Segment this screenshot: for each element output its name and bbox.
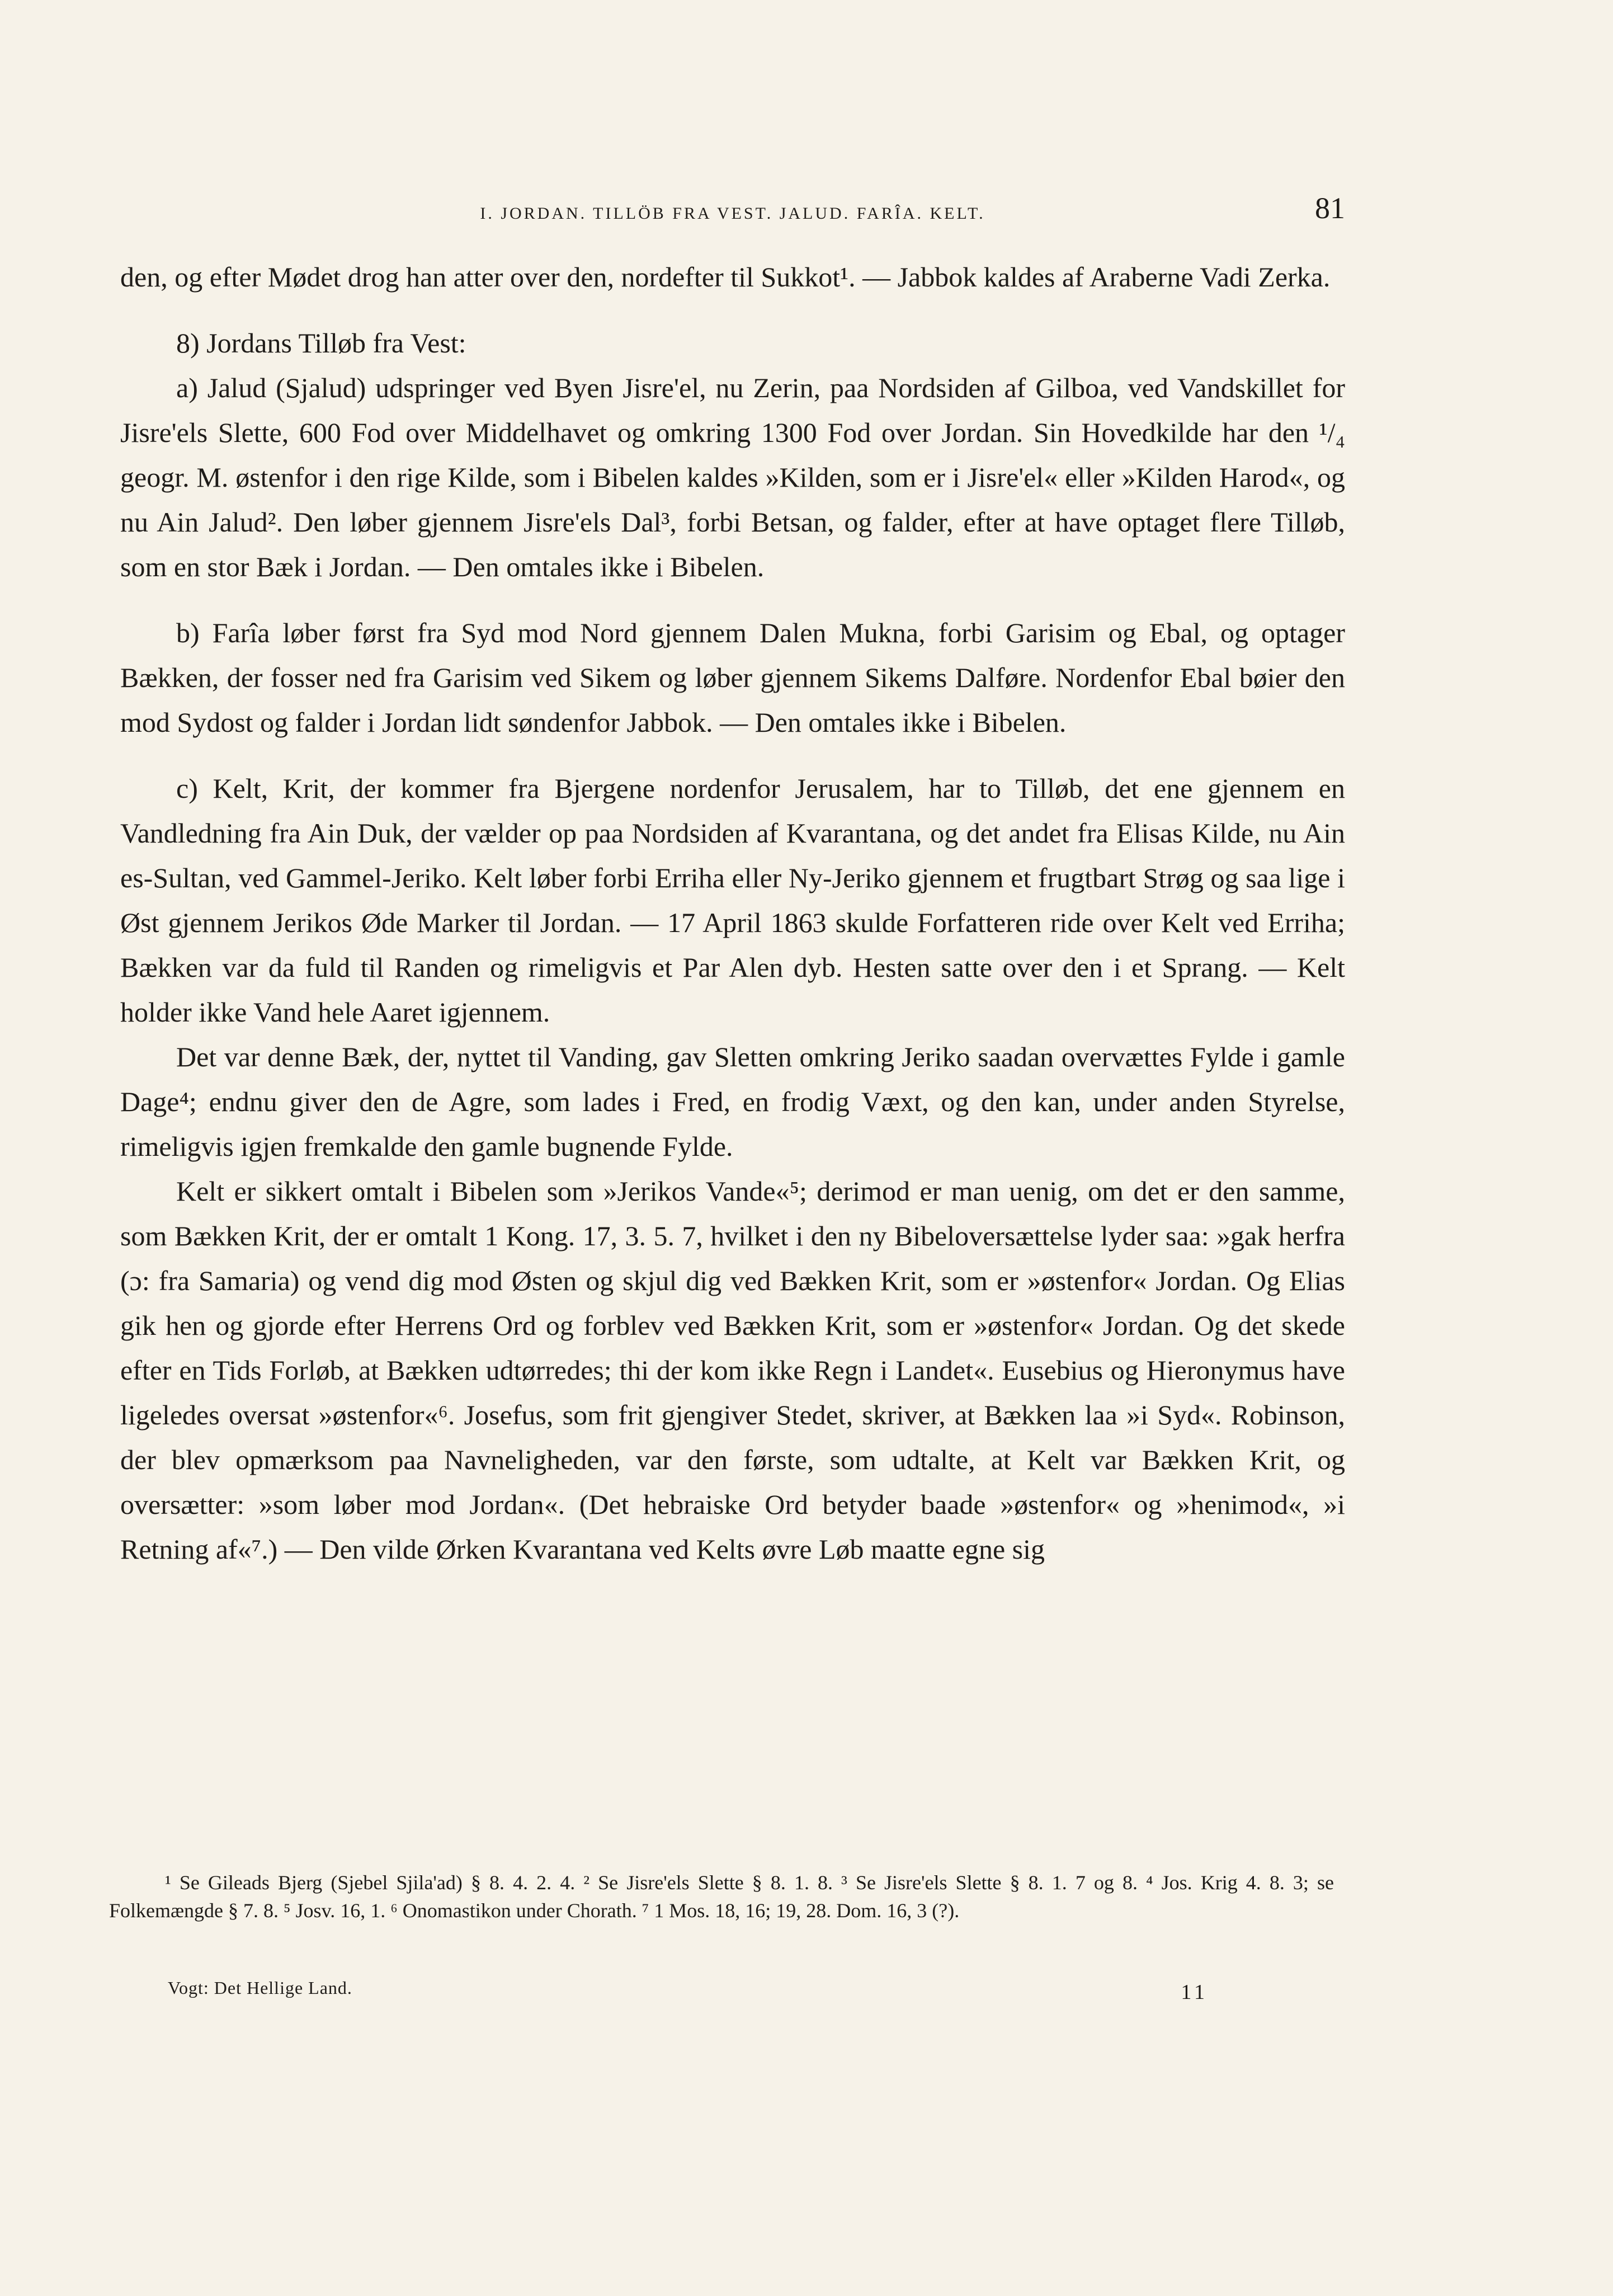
paragraph-jalud: a) Jalud (Sjalud) udspringer ved Byen Jisre'el, nu Zerin, paa Nordsiden af Gilboa, ved Vandskillet for Jisre'els Slette, 600 Fod over Middelhavet og omkring 1300 Fod over Jordan. Sin Hovedkilde har den ¹/₄ geogr. M. østenfor i den rige Kilde, som i Bibelen kaldes »Kilden, som er i Jisre'el« eller »Kilden Harod«, og nu Ain Jalud². Den løber gjennem Jisre'els Dal³, forbi Betsan, og falder, efter at have optaget flere Tilløb, som en stor Bæk i Jordan. — Den omtales ikke i Bibelen. — [120, 372, 1345, 582]
paragraph-vanding: Det var denne Bæk, der, nyttet til Vanding, gav Sletten omkring Jeriko saadan overvættes Fylde i gamle Dage⁴; endnu giver den de Agre, som lades i Fred, en frodig Væxt, og den kan, under anden Styrelse, rimeligvis igjen fremkalde den gamle bugnende Fylde. — [120, 1041, 1345, 1162]
page-footer — [168, 1978, 1337, 2006]
signature-mark: 11 — [1181, 1980, 1208, 2004]
paragraph-faria: b) Farîa løber først fra Syd mod Nord gjennem Dalen Mukna, forbi Garisim og Ebal, og optager Bækken, der fosser ned fra Garisim ved Sikem og løber gjennem Sikems Dalføre. Nordenfor Ebal bøier den mod Sydost og falder i Jordan lidt søndenfor Jabbok. — Den omtales ikke i Bibelen. — [120, 617, 1345, 738]
running-title: I. JORDAN. TILLÖB FRA VEST. JALUD. FARÎA. KELT. — [480, 204, 985, 223]
running-head — [120, 187, 1345, 232]
paragraph-kelt: c) Kelt, Krit, der kommer fra Bjergene nordenfor Jerusalem, har to Tilløb, det ene gjennem en Vandledning fra Ain Duk, der vælder op paa Nordsiden af Kvarantana, og det andet fra Elisas Kilde, nu Ain es-Sultan, ved Gammel-Jeriko. Kelt løber forbi Erriha eller Ny-Jeriko gjennem et frugtbart Strøg og saa lige i Øst gjennem Jerikos Øde Marker til Jordan. — 17 April 1863 skulde Forfatteren ride over Kelt ved Erriha; Bækken var da fuld til Randen og rimeligvis et Par Alen dyb. Hesten satte over den i et Sprang. — Kelt holder ikke Vand hele Aaret igjennem. — [120, 773, 1345, 1028]
footnote-block: ¹ Se Gileads Bjerg (Sjebel Sjila'ad) § 8. 4. 2. 4. ² Se Jisre'els Slette § 8. 1. 8. ³ Se Jisre'els Slette § 8. 1. 7 og 8. ⁴ Jos. Krig 4. 8. 3; se Folkemængde § 7. 8. ⁵ Josv. 16, 1. ⁶ Onomastikon under Chorath. ⁷ 1 Mos. 18, 16; 19, 28. Dom. 16, 3 (?). — [109, 1871, 1334, 1922]
footnotes — [109, 1869, 1334, 1925]
body-text — [120, 255, 1345, 1572]
page-number: 81 — [1315, 191, 1345, 225]
paragraph-continuation: den, og efter Mødet drog han atter over den, nordefter til Sukkot¹. — Jabbok kaldes af Araberne Vadi Zerka. — [120, 261, 1331, 293]
paragraph-krit: Kelt er sikkert omtalt i Bibelen som »Jerikos Vande«⁵; derimod er man uenig, om det er den samme, som Bækken Krit, der er omtalt 1 Kong. 17, 3. 5. 7, hvilket i den ny Bibeloversættelse lyder saa: »gak herfra (ɔ: fra Samaria) og vend dig mod Østen og skjul dig ved Bækken Krit, som er »østenfor« Jordan. Og Elias gik hen og gjorde efter Herrens Ord og forblev ved Bækken Krit, som er »østenfor« Jordan. Og det skede efter en Tids Forløb, at Bækken udtørredes; thi der kom ikke Regn i Landet«. Eusebius og Hieronymus have ligeledes oversat »østenfor«⁶. Josefus, som frit gjengiver Stedet, skriver, at Bækken laa »i Syd«. Robinson, der blev opmærksom paa Navneligheden, var den første, som udtalte, at Kelt var Bækken Krit, og oversætter: »som løber mod Jordan«. (Det hebraiske Ord betyder baade »østenfor« og »henimod«, »i Retning af«⁷.) — Den vilde Ørken Kvarantana ved Kelts øvre Løb maatte egne sig — [120, 1175, 1345, 1565]
footer-book-title: Vogt: Det Hellige Land. — [168, 1978, 352, 1998]
section-heading: 8) Jordans Tilløb fra Vest: — [176, 327, 466, 359]
